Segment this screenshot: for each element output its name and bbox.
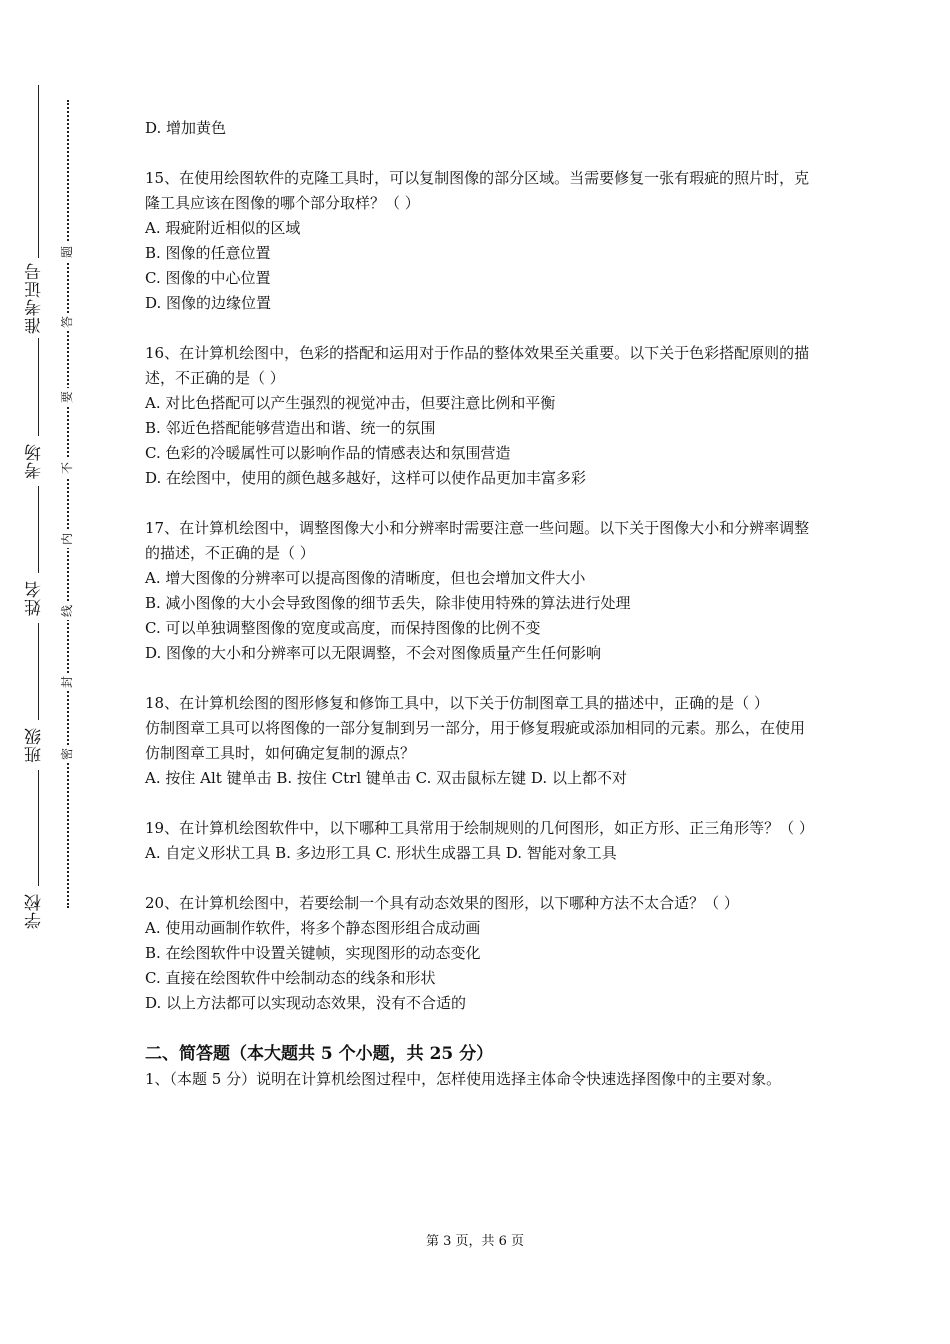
exam-room-label: 考场 — [20, 436, 50, 486]
seal-char: 题 — [59, 243, 75, 261]
question-17 — [145, 516, 815, 666]
short-answer-question-1: 1、（本题 5 分）说明在计算机绘图过程中，怎样使用选择主体命令快速选择图像中的主要对象。 — [145, 1070, 782, 1088]
seal-char: 线 — [59, 602, 75, 620]
question-stem — [145, 516, 815, 566]
option: A. 瑕疵附近相似的区域 — [145, 219, 301, 237]
question-text: 在计算机绘图中，调整图像大小和分辨率时需要注意一些问题。以下关于图像大小和分辨率调整的描述，不正确的是（ ） — [145, 519, 810, 562]
question-extra-text: 仿制图章工具可以将图像的一部分复制到另一部分，用于修复瑕疵或添加相同的元素。那么，在使用仿制图章工具时，如何确定复制的源点？ — [145, 719, 806, 762]
page-footer: 第 3 页，共 6 页 — [425, 1234, 525, 1249]
section-title: 二、简答题（本大题共 5 个小题，共 25 分） — [145, 1044, 494, 1064]
seal-char: 封 — [59, 673, 75, 691]
option-line: A. 按住 Alt 键单击 B. 按住 Ctrl 键单击 C. 双击鼠标左键 D. 以上都不对 — [145, 769, 627, 787]
seal-char: 不 — [59, 459, 75, 477]
option: D. 在绘图中，使用的颜色越多越好，这样可以使作品更加丰富多彩 — [145, 469, 587, 487]
seal-char: 要 — [59, 388, 75, 406]
question-text: 在计算机绘图软件中，以下哪种工具常用于绘制规则的几何图形，如正方形、正三角形等？（ ） — [179, 819, 814, 837]
question-18 — [145, 691, 815, 791]
question-16 — [145, 341, 815, 491]
question-stem — [145, 691, 815, 716]
option: C. 可以单独调整图像的宽度或高度，而保持图像的比例不变 — [145, 619, 541, 637]
question-stem — [145, 341, 815, 391]
question-20 — [145, 891, 815, 1016]
option: C. 图像的中心位置 — [145, 269, 271, 287]
binding-solid-line — [38, 85, 39, 930]
class-label: 班级 — [20, 720, 50, 770]
question-text: 在计算机绘图中，色彩的搭配和运用对于作品的整体效果至关重要。以下关于色彩搭配原则的描述，不正确的是（ ） — [145, 344, 810, 387]
question-text: 在计算机绘图的图形修复和修饰工具中，以下关于仿制图章工具的描述中，正确的是（ ） — [179, 694, 769, 712]
name-label: 姓名 — [20, 573, 50, 623]
seal-char: 答 — [59, 313, 75, 331]
binding-strip — [0, 0, 110, 1344]
binding-dotted-line — [67, 100, 69, 908]
option: B. 在绘图软件中设置关键帧，实现图形的动态变化 — [145, 944, 481, 962]
option: A. 增大图像的分辨率可以提高图像的清晰度，但也会增加文件大小 — [145, 569, 586, 587]
option: A. 对比色搭配可以产生强烈的视觉冲击，但要注意比例和平衡 — [145, 394, 556, 412]
question-text: 在计算机绘图中，若要绘制一个具有动态效果的图形，以下哪种方法不太合适？（ ） — [179, 894, 739, 912]
question-number: 17、 — [145, 519, 180, 537]
school-label: 学校 — [20, 886, 50, 936]
option: B. 减小图像的大小会导致图像的细节丢失，除非使用特殊的算法进行处理 — [145, 594, 631, 612]
option: C. 色彩的冷暖属性可以影响作品的情感表达和氛围营造 — [145, 444, 511, 462]
question-number: 15、 — [145, 169, 180, 187]
question-number: 18、 — [145, 694, 180, 712]
question-number: 19、 — [145, 819, 180, 837]
question-14-tail — [145, 116, 815, 141]
option: D. 图像的边缘位置 — [145, 294, 272, 312]
option: D. 以上方法都可以实现动态效果，没有不合适的 — [145, 994, 467, 1012]
seal-char: 密 — [59, 745, 75, 763]
option: D. 图像的大小和分辨率可以无限调整，不会对图像质量产生任何影响 — [145, 644, 602, 662]
question-number: 20、 — [145, 894, 180, 912]
question-stem — [145, 891, 815, 916]
exam-id-label: 准考证号 — [20, 258, 50, 338]
question-stem — [145, 816, 815, 841]
option: A. 使用动画制作软件，将多个静态图形组合成动画 — [145, 919, 481, 937]
seal-char: 内 — [59, 530, 75, 548]
question-19 — [145, 816, 815, 866]
question-stem — [145, 166, 815, 216]
option: B. 邻近色搭配能够营造出和谐、统一的氛围 — [145, 419, 436, 437]
exam-content — [145, 116, 815, 1092]
option-line: A. 自定义形状工具 B. 多边形工具 C. 形状生成器工具 D. 智能对象工具 — [145, 844, 617, 862]
option: B. 图像的任意位置 — [145, 244, 271, 262]
question-15 — [145, 166, 815, 316]
question-text: 在使用绘图软件的克隆工具时，可以复制图像的部分区域。当需要修复一张有瑕疵的照片时，克隆工具应该在图像的哪个部分取样？（ ） — [145, 169, 810, 212]
option: C. 直接在绘图软件中绘制动态的线条和形状 — [145, 969, 436, 987]
question-number: 16、 — [145, 344, 180, 362]
option: D. 增加黄色 — [145, 119, 227, 137]
